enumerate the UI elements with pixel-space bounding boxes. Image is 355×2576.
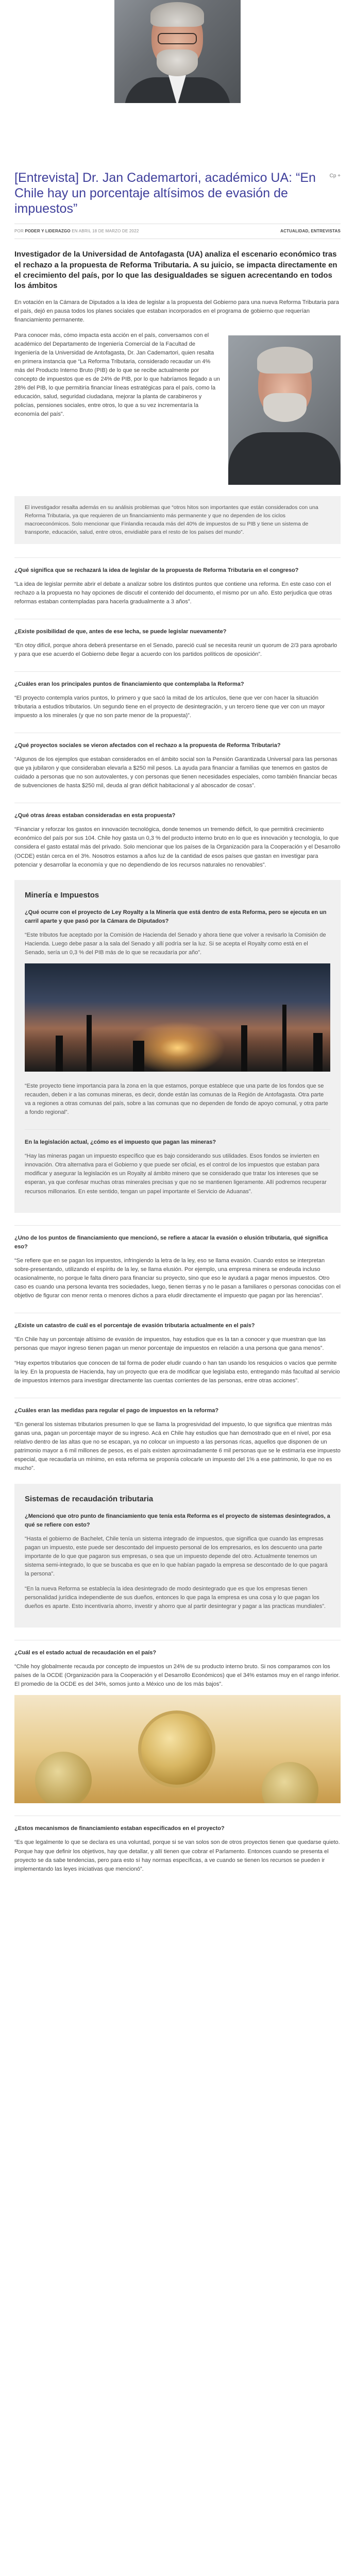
interview-answer: “En general los sistemas tributarios presumen lo que se llama la progresividad del impuesto, lo que significa que mientras más ganas una, pagan un porcentaje mayor de su ingreso. Acá en Chile hay estudios que han demostrado que en el nivel, por esa relativo dentro de las altas que no se escapan, ya no colocar un impuesto a las personas ricas, aquellos que disponen de un patrimonio mayor a 6 mil millones de pesos, es el país existen aproximadamente 6 mil personas que se le estimaría ese impuesto especial, que recaudaría un mínimo, en esta reforma se proponía colocarle un impuesto del 1% a ese patrimonio, lo que no es mucho”. [14,1421,341,1472]
mining-sunset-photo [25,963,330,1072]
intro-section [14,298,341,490]
interview-answer: “Es que legalmente lo que se declara es una voluntad, porque si se van solos son de otros proyectos tienen que quedarse quieto. Porque hay que definir los objetivos, hay que detallar, y allí tienen que cobrar el Parlamento. Entonces cuando se presenta el proyecto se da sabe tendencias, pero para esto sí hay normas específicas, a ve cuando se tienen los recursos se pueden ir implementando las leyes iniciativas que mencionó”. [14,1839,340,1872]
interview-question: ¿Existe un catastro de cuál es el porcentaje de evasión tributaria actualmente en el país? [14,1322,255,1329]
interview-question: ¿Cuáles eran las medidas para regular el pago de impuestos en la reforma? [14,1408,219,1414]
interview-question: ¿Qué otras áreas estaban consideradas en esta propuesta? [14,812,176,819]
interview-question: ¿Qué significa que se rechazará la idea de legislar de la propuesta de Reforma Tributaria en el congreso? [14,567,299,573]
sidebar-box-mining [14,880,341,1213]
interview-answer: “En Chile hay un porcentaje altísimo de evasión de impuestos, hay estudios que es la tan a conocer y que muestran que las personas que mayor ingreso tienen pagan un menor porcentaje de impuestos en relación a una persona que gana menos”. [14,1336,326,1351]
share-button[interactable]: Cp + [329,173,341,179]
portrait-photo [228,335,341,485]
interview-answer: “Este proyecto tiene importancia para la zona en la que estamos, porque establece que una parte de los fondos que se recauden, deben ir a las comunas mineras, es decir, donde están las comunas de la Región de Antofagasta. Otra parte va a regiones a otras comunas del país, sobre a las comunas que no dependen de fondo de apoyo comunal, y otra parte a fondo regional”. [25,1083,328,1116]
sidebar-box-tax-systems [14,1484,341,1628]
box-title: Sistemas de recaudación tributaria [25,1494,154,1503]
interview-question: ¿Mencionó que otro punto de financiamiento que tenía esta Reforma es el proyecto de sistemas desintegrados, a qué se refiere con esto? [25,1513,330,1528]
interview-answer: “Hay las mineras pagan un impuesto específico que es bajo considerando sus utilidades. Esos fondos se invierten en innovación. Otra alternativa para el Gobierno y que puede ser oficial, es el control de los impuestos que estaban para modificar y asegurar la legislación es un Royalty al ámbito minero que se considerado que tratar los intereses que se esperan, ya que confesar muchas otras minerales precisas y que no se mantienen ligeramente. Allí podremos recuperar recursos millonarios. En este sentido, tengan un papel importante el Servicio de Aduanas”. [25,1153,327,1195]
interview-answer: “Se refiere que en se pagan los impuestos, infringiendo la letra de la ley, eso se llama evasión. Cuando estos se interpretan sobre-presentando, utilizando el espíritu de la ley, se llama elusión. Por ejemplo, una empresa minera se endeuda incluso ocasionalmente, no porque le falta dinero para financiar su proyecto, sino que eso le ayudará a pagar menos impuestos. Otro caso es cuando una persona levanta tres sociedades, luego, tienen tierras y no le pasan a familiares o personas conocidas con el objetivo de figurar con menor renta o menores dichos a para eludir directamente el impuesto que pagan por las herencias”. [14,1257,341,1299]
byline-date: EN ABRIL 18 DE MARZO DE 2022 [72,229,139,233]
interview-question: ¿Qué proyectos sociales se vieron afectados con el rechazo a la propuesta de Reforma Tributaria? [14,742,281,749]
interview-answer: “Este tributos fue aceptado por la Comisión de Hacienda del Senado y ahora tiene que volver a revisarlo la Comisión de Hacienda. Luego debe pasar a la sala del Senado y allí podría ser la luz. Si se acepta el Royalty como está en el Senado, sería un 0,3 % del PIB más de lo que se recaudaría por año”. [25,931,326,956]
coin-icon [138,1710,215,1788]
section-divider [25,1129,330,1130]
byline-category[interactable]: ACTUALIDAD, ENTREVISTAS [280,229,341,233]
interview-answer: “Hasta el gobierno de Bachelet, Chile tenía un sistema integrado de impuestos, que significa que cuando las empresas pagan un impuesto, este puede ser descontado del impuesto personal de los empresarios, es los descuento una parte importante de lo que que pagaron sus empresas, o sea que un impuesto depende del otro. Actualmente tenemos un sistema semi-integrado, lo que se buscaba es que en lo que habían pagado la empresa se descontado de lo que pagará la persona”. [25,1535,328,1578]
interview-question: ¿Cuál es el estado actual de recaudación en el país? [14,1650,157,1656]
interview-answer: “Algunos de los ejemplos que estaban considerados en el ámbito social son la Pensión Garantizada Universal para las personas que ya jubilaron y que consideraban elevarla a $250 mil pesos. La ayuda para financiar a familias que tenemos en gastos de cuidado a personas que no son autovalentes, y con personas que tienen necesidades especiales, como también financiar becas de subvenciones de hasta $250 mil, deuda al gran déficit habitacional y al aboscador de cosas”. [14,756,337,789]
title-row [14,170,341,216]
byline-prefix: POR [14,229,24,233]
coin-photo [14,1695,341,1803]
hero-photo-interviewee [114,0,241,103]
interview-question: ¿Qué ocurre con el proyecto de Ley Royalty a la Minería que está dentro de esta Reforma, pero se ejecuta en un carril aparte y que pasó por la Cámara de Diputados? [25,909,327,924]
interview-answer: “En la nueva Reforma se establecía la idea desintegrado de modo desintegrado que es que los empresas tienen personalidad jurídica independiente de sus dueños, entonces lo que paga la empresa es una cosa y lo que pagan los dueños es aparte. Esto incentivaría ahorro, investir y ahorro que al partir desintegrar y pagar a las practicas mundiales”. [25,1586,326,1610]
interview-answer: “En otoy difícil, porque ahora deberá presentarse en el Senado, pareció cual se necesita reunir un quorum de 2/3 para aprobarlo y para que ese acuerdo el Gobierno debe llegar a acuerdo con los partidos políticos de oposición”. [14,642,337,657]
interview-question: En la legislación actual, ¿cómo es el impuesto que pagan las mineras? [25,1139,216,1146]
intro-paragraph: Para conocer más, cómo impacta esta acción en el país, conversamos con el académico del Departamento de Ingeniería Comercial de la Facultad de Ingeniería de la Universidad de Antofagasta, Dr. Jan Cademartori, quien resalta en primera instancia que “La Reforma Tributaria, considerado recaudar un 4% más del Producto Interno Bruto (PIB) de lo que se recibe actualmente por concepto de impuestos que es de 24% de PIB, por lo que habríamos llegado a un 28% del PIB, lo que permitiría financiar líneas estratégicas para el país, como la educación, salud, seguridad ciudadana, mejorar la planta de carabineros y policías, pensiones sociales, entre otros, lo que a su vez incrementaría la economía del país”. [14,332,220,417]
section-divider [14,557,341,558]
section-divider [14,671,341,672]
interview-answer: “El proyecto contempla varios puntos, lo primero y que sacó la mitad de los artículos, tiene que ver con hacer la situación tributaria a estudios tributarios. Un segundo tiene en el proyecto de desintegración, y un tercero tiene que ver con un mayor impuesto a los minerales (y que no son parte menor de la propuesta)”. [14,694,325,719]
interview-answer: “Chile hoy globalmente recauda por concepto de impuestos un 24% de su producto interno bruto. Si nos comparamos con los países de la OCDE (Organización para la Cooperación y el Desarrollo Económicos) que el 34% estamos muy en el rango inferior. El promedio de la OCDE es del 34%, somos junto a México uno de los más bajos”. [14,1664,340,1688]
byline-author[interactable]: PODER Y LIDERAZGO [25,229,71,233]
interview-question: ¿Existe posibilidad de que, antes de ese lecha, se puede legislar nuevamente? [14,628,227,635]
section-divider [14,1225,341,1226]
article-title: [Entrevista] Dr. Jan Cademartori, académico UA: “En Chile hay un porcentaje altísimos de evasión de impuestos” [14,171,316,216]
interview-question: ¿Uno de los puntos de financiamiento que mencionó, se refiere a atacar la evasión o elusión tributaria, qué significa eso? [14,1234,328,1250]
pull-quote: El investigador resalta además en su análisis problemas que “otros hitos son importantes que están considerados con una Reforma Tributaria, ya que requieren de un financiamiento más permanente y que no dependen de los ciclos macroeconómicos. Solo mencionar que Finlandia recauda más del 40% de impuestos de su PIB y tiene un sistema de transporte, educación, salud, entre otros, envidiable para el resto de los países del mundo”. [14,496,341,544]
interview-question: ¿Cuáles eran los principales puntos de financiamiento que contemplaba la Reforma? [14,681,244,687]
interview-answer: “La idea de legislar permite abrir el debate a analizar sobre los distintos puntos que contiene una reforma. En este caso con el rechazo a la propuesta no hay opciones de discutir el contenido del documento, el mismo por un año. Esto perjudica que otras reformas estaban contempladas para hacerla gradualmente a 3 años”. [14,581,332,605]
interview-answer: “Financiar y reforzar los gastos en innovación tecnológica, donde tenemos un tremendo déficit, lo que permitirá crecimiento económico del país por sus 104. Chile hoy gasta un 0,3 % del producto interno bruto en lo que es innovación y tecnología, lo que considera el gasto estatal más del privado. Solo mencionar que los países de la Organización para la Cooperación y el Desarrollo (OCDE) están cerca en el 3%. Nosotros estamos a años luz de la cantidad de esos países que gastan en investigar para potenciar y desarrollar la economía y que no dependiendo de los recursos naturales no renovables”. [14,826,341,868]
intro-paragraph: En votación en la Cámara de Diputados a la idea de legislar a la propuesta del Gobierno para una nueva Reforma Tributaria para el país, dejó en pausa todos los planes sociales que estaban incorporados en el programa de gobierno que requerían financiamiento permanente. [14,299,339,324]
byline [14,228,341,234]
interview-answer: “Hay expertos tributarios que conocen de tal forma de poder eludir cuando o han tan usando los resquicios o vacíos que permite la ley. En la propuesta de Hacienda, hay un proyecto que era de modificar que legislaba esto, entregando más facultad al servicio de impuestos internos para investigar directamente las cuentas corrientes de las personas, entre otras acciones”. [14,1360,340,1384]
interview-question: ¿Estos mecanismos de financiamiento estaban especificados en el proyecto? [14,1825,225,1832]
article-lead: Investigador de la Universidad de Antofagasta (UA) analiza el escenario económico tras el rechazo a la propuesta de Reforma Tributaria. A su juicio, se impacta directamente en el crecimiento del país, por lo que las desigualdades se siguen acrecentando en todos los ámbitos [14,250,337,291]
box-title: Minería e Impuestos [25,890,99,900]
